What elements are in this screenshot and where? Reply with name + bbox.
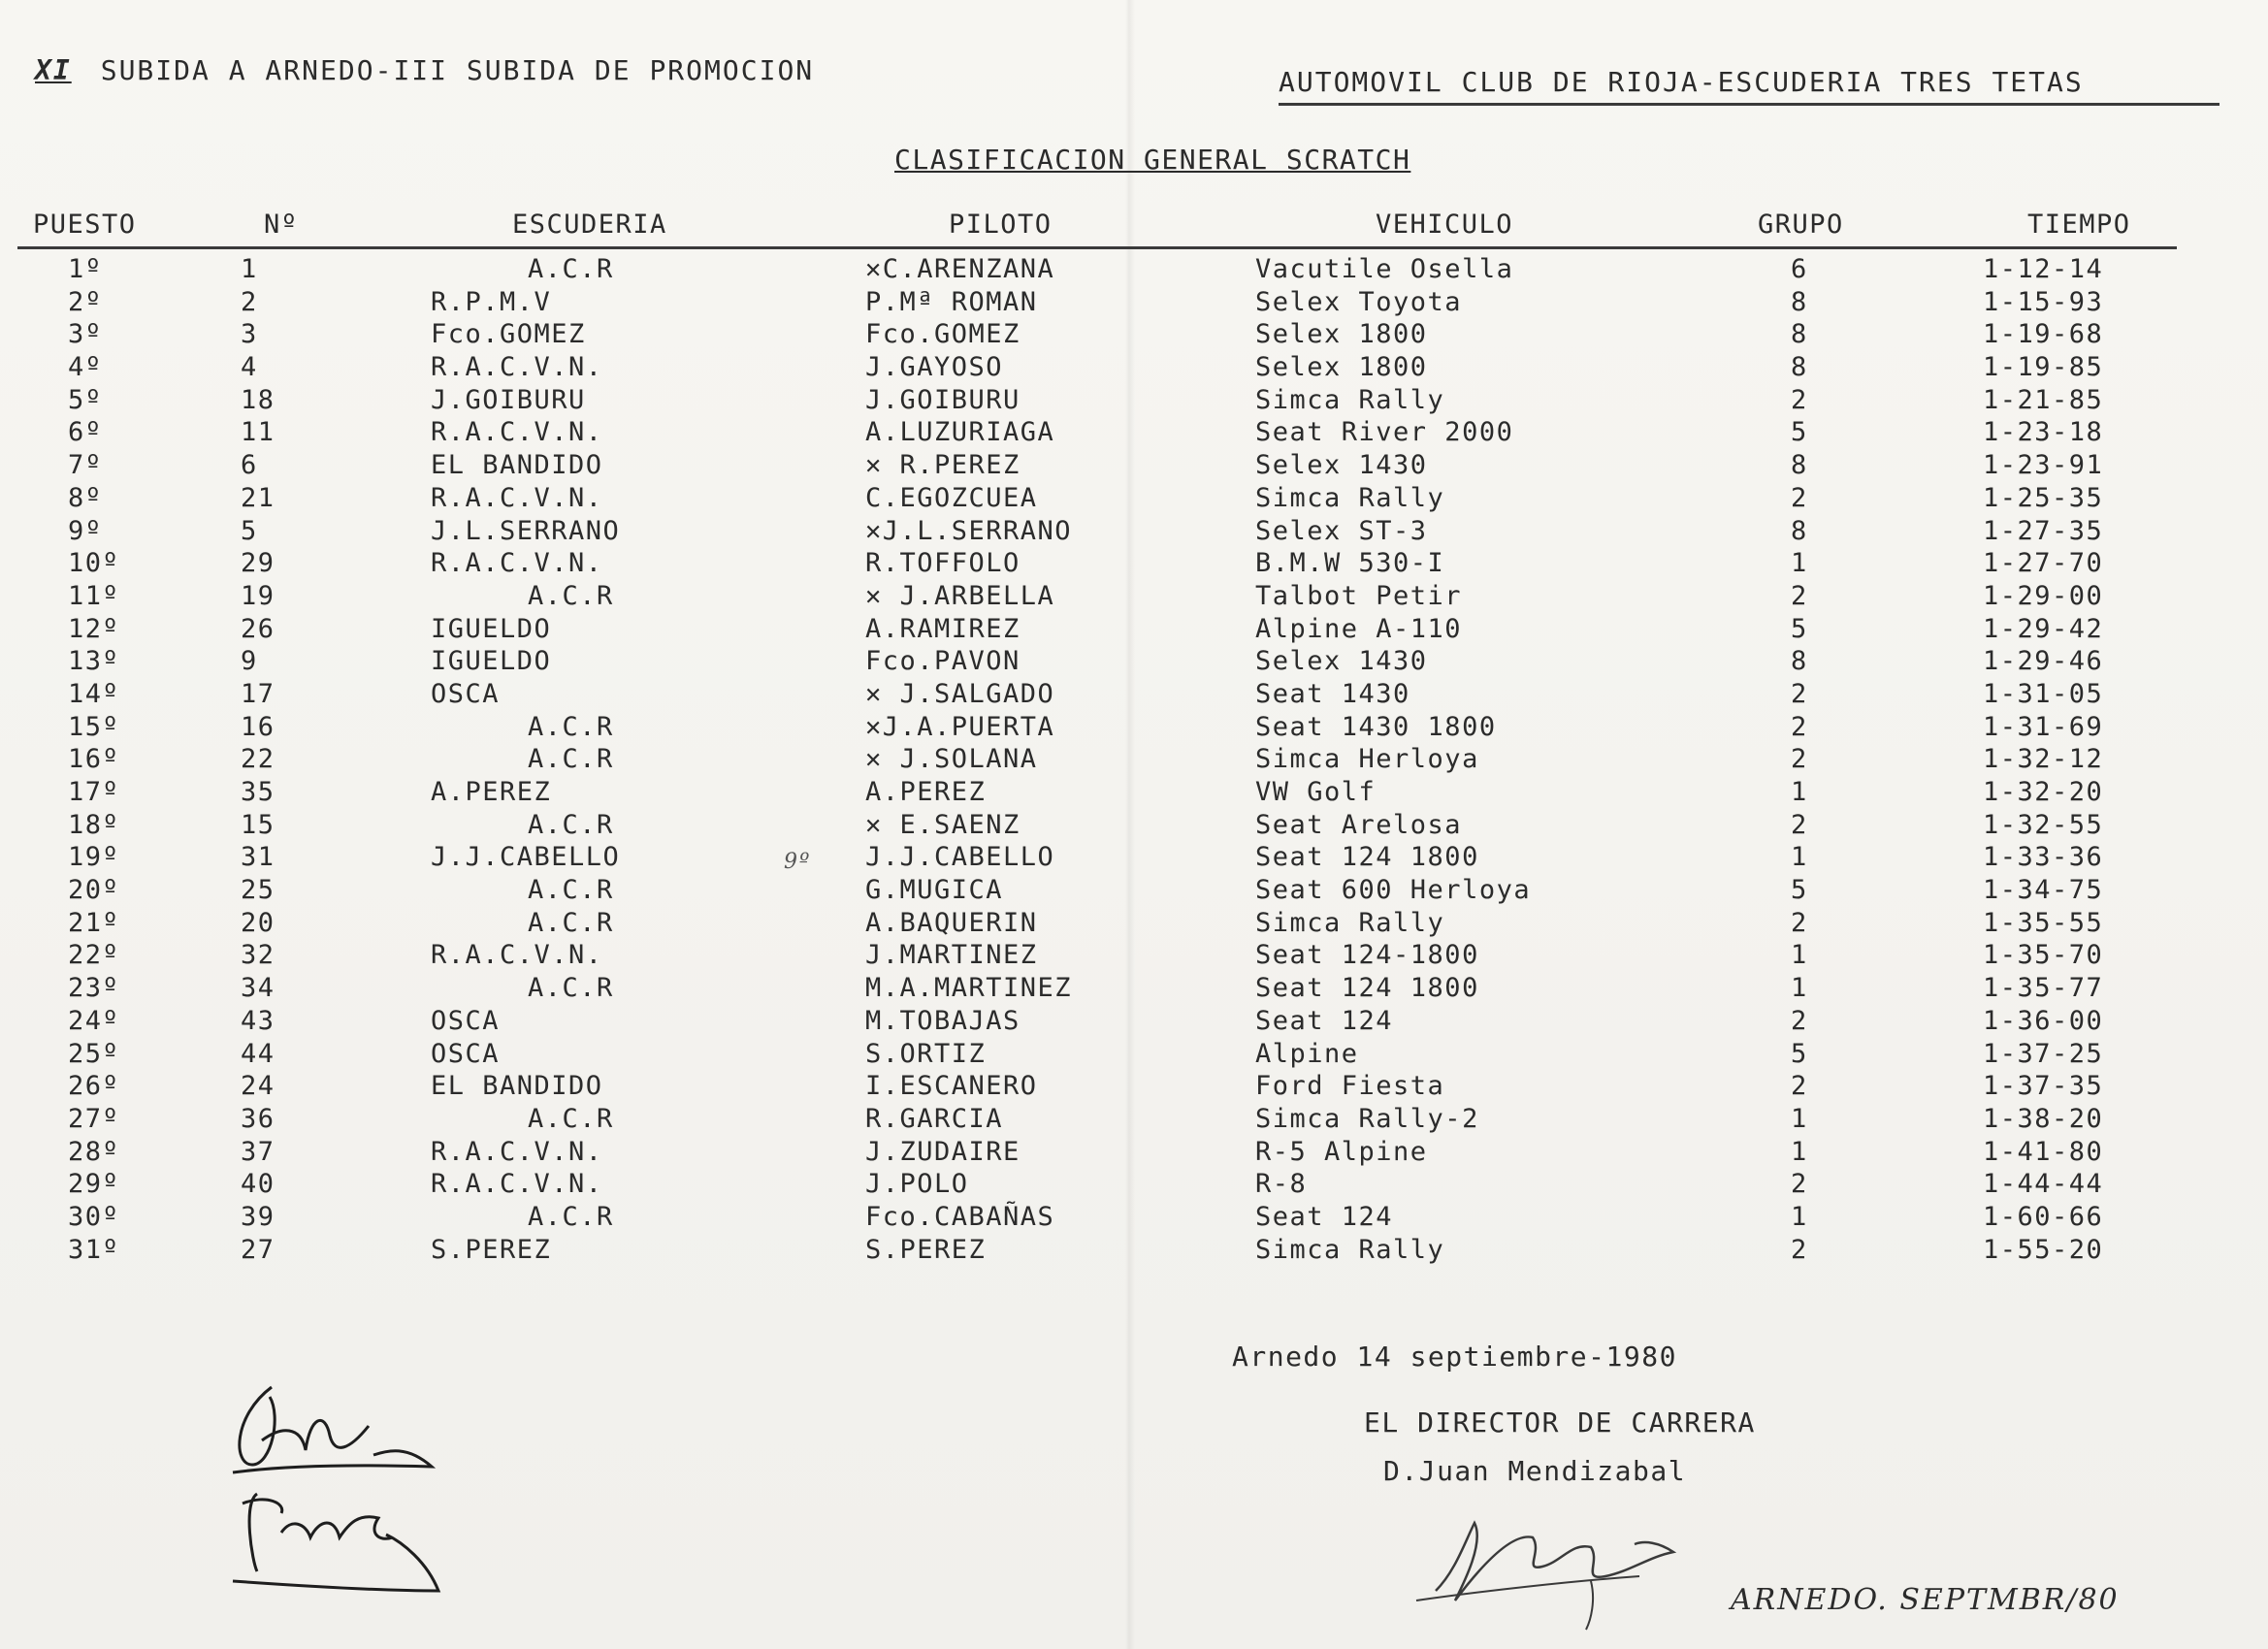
- escuderia-cell: R.A.C.V.N.: [431, 352, 603, 383]
- vehiculo-cell: Simca Rally: [1255, 384, 1445, 415]
- grupo-cell: 2: [1791, 384, 1808, 415]
- piloto-cell: J.ZUDAIRE: [865, 1136, 1021, 1167]
- table-row: [0, 1104, 2268, 1137]
- grupo-cell: 8: [1791, 515, 1808, 546]
- vehiculo-cell: Seat Arelosa: [1255, 809, 1463, 840]
- position-cell: 15º: [68, 711, 120, 742]
- position-cell: 10º: [68, 548, 120, 579]
- tiempo-cell: 1-12-14: [1983, 254, 2104, 284]
- column-header-rule: [17, 246, 2177, 249]
- piloto-cell: C.EGOZCUEA: [865, 482, 1038, 513]
- position-cell: 5º: [68, 384, 103, 415]
- vehiculo-cell: R-8: [1255, 1169, 1308, 1200]
- table-row: [0, 1169, 2268, 1202]
- position-cell: 6º: [68, 417, 103, 448]
- piloto-cell: J.MARTINEZ: [865, 940, 1038, 971]
- position-cell: 7º: [68, 450, 103, 481]
- header-rule: [1279, 103, 2219, 106]
- vehiculo-cell: Alpine: [1255, 1038, 1359, 1069]
- escuderia-cell: A.C.R: [528, 1201, 614, 1232]
- piloto-cell: A.RAMIREZ: [865, 613, 1021, 644]
- escuderia-cell: EL BANDIDO: [431, 450, 603, 481]
- table-row: [0, 1006, 2268, 1039]
- column-header-piloto: PILOTO: [949, 210, 1053, 240]
- number-cell: 9: [241, 646, 258, 677]
- number-cell: 1: [241, 254, 258, 284]
- tiempo-cell: 1-37-25: [1983, 1038, 2104, 1069]
- escuderia-cell: A.C.R: [528, 907, 614, 938]
- grupo-cell: 2: [1791, 580, 1808, 611]
- grupo-cell: 1: [1791, 1103, 1808, 1134]
- grupo-cell: 2: [1791, 482, 1808, 513]
- position-cell: 28º: [68, 1136, 120, 1167]
- number-cell: 29: [241, 548, 275, 579]
- tiempo-cell: 1-25-35: [1983, 482, 2104, 513]
- escuderia-cell: EL BANDIDO: [431, 1071, 603, 1102]
- vehiculo-cell: Talbot Petir: [1255, 580, 1463, 611]
- table-row: [0, 1202, 2268, 1235]
- escuderia-cell: A.C.R: [528, 809, 614, 840]
- number-cell: 6: [241, 450, 258, 481]
- number-cell: 27: [241, 1234, 275, 1265]
- number-cell: 21: [241, 482, 275, 513]
- tiempo-cell: 1-33-36: [1983, 842, 2104, 873]
- piloto-cell: A.BAQUERIN: [865, 907, 1038, 938]
- position-cell: 16º: [68, 744, 120, 775]
- escuderia-cell: Fco.GOMEZ: [431, 319, 586, 350]
- position-cell: 31º: [68, 1234, 120, 1265]
- number-cell: 43: [241, 1005, 275, 1036]
- position-cell: 21º: [68, 907, 120, 938]
- number-cell: 37: [241, 1136, 275, 1167]
- column-header-tiempo: TIEMPO: [2027, 210, 2131, 240]
- table-row: [0, 450, 2268, 483]
- table-row: [0, 385, 2268, 418]
- table-row: [0, 646, 2268, 679]
- escuderia-cell: R.A.C.V.N.: [431, 1169, 603, 1200]
- escuderia-cell: IGUELDO: [431, 646, 552, 677]
- position-cell: 26º: [68, 1071, 120, 1102]
- piloto-cell: J.J.CABELLO: [865, 842, 1055, 873]
- grupo-cell: 2: [1791, 1234, 1808, 1265]
- tiempo-cell: 1-37-35: [1983, 1071, 2104, 1102]
- grupo-cell: 5: [1791, 613, 1808, 644]
- grupo-cell: 2: [1791, 1169, 1808, 1200]
- number-cell: 36: [241, 1103, 275, 1134]
- table-row: [0, 875, 2268, 908]
- tiempo-cell: 1-55-20: [1983, 1234, 2104, 1265]
- position-cell: 4º: [68, 352, 103, 383]
- grupo-cell: 2: [1791, 907, 1808, 938]
- tiempo-cell: 1-32-55: [1983, 809, 2104, 840]
- escuderia-cell: R.A.C.V.N.: [431, 940, 603, 971]
- tiempo-cell: 1-21-85: [1983, 384, 2104, 415]
- results-table: [0, 254, 2268, 1267]
- escuderia-cell: OSCA: [431, 1038, 501, 1069]
- escuderia-cell: A.PEREZ: [431, 777, 552, 807]
- tiempo-cell: 1-27-35: [1983, 515, 2104, 546]
- position-cell: 11º: [68, 580, 120, 611]
- table-row: [0, 940, 2268, 973]
- table-row: [0, 744, 2268, 777]
- number-cell: 44: [241, 1038, 275, 1069]
- piloto-cell: Fco.CABAÑAS: [865, 1201, 1055, 1232]
- tiempo-cell: 1-44-44: [1983, 1169, 2104, 1200]
- piloto-cell: ✕ E.SAENZ: [865, 809, 1021, 840]
- escuderia-cell: A.C.R: [528, 1103, 614, 1134]
- number-cell: 31: [241, 842, 275, 873]
- event-header: [35, 54, 814, 86]
- table-row: [0, 319, 2268, 352]
- tiempo-cell: 1-34-75: [1983, 875, 2104, 906]
- escuderia-cell: A.C.R: [528, 711, 614, 742]
- director-role: EL DIRECTOR DE CARRERA: [1364, 1406, 1756, 1439]
- piloto-cell: ✕J.A.PUERTA: [865, 711, 1055, 742]
- position-cell: 14º: [68, 678, 120, 709]
- vehiculo-cell: Seat 1430 1800: [1255, 711, 1497, 742]
- grupo-cell: 1: [1791, 1136, 1808, 1167]
- vehiculo-cell: Seat 124: [1255, 1005, 1394, 1036]
- position-cell: 8º: [68, 482, 103, 513]
- piloto-cell: ✕C.ARENZANA: [865, 254, 1055, 284]
- vehiculo-cell: Selex 1800: [1255, 352, 1428, 383]
- escuderia-cell: R.A.C.V.N.: [431, 482, 603, 513]
- number-cell: 2: [241, 286, 258, 317]
- grupo-cell: 1: [1791, 548, 1808, 579]
- number-cell: 18: [241, 384, 275, 415]
- number-cell: 17: [241, 678, 275, 709]
- table-row: [0, 417, 2268, 450]
- organizer-header: AUTOMOVIL CLUB DE RIOJA-ESCUDERIA TRES TETAS: [1279, 66, 2084, 98]
- escuderia-cell: J.GOIBURU: [431, 384, 586, 415]
- grupo-cell: 8: [1791, 450, 1808, 481]
- number-cell: 32: [241, 940, 275, 971]
- tiempo-cell: 1-32-20: [1983, 777, 2104, 807]
- number-cell: 5: [241, 515, 258, 546]
- signature-left: [213, 1358, 446, 1610]
- table-row: [0, 908, 2268, 941]
- position-cell: 24º: [68, 1005, 120, 1036]
- piloto-cell: R.TOFFOLO: [865, 548, 1021, 579]
- piloto-cell: ✕J.L.SERRANO: [865, 515, 1073, 546]
- piloto-cell: ✕ J.SOLANA: [865, 744, 1038, 775]
- vehiculo-cell: Selex 1430: [1255, 450, 1428, 481]
- piloto-cell: S.PEREZ: [865, 1234, 987, 1265]
- piloto-cell: J.GOIBURU: [865, 384, 1021, 415]
- piloto-cell: P.Mª ROMAN: [865, 286, 1038, 317]
- handwritten-note: 9º: [784, 850, 812, 874]
- grupo-cell: 2: [1791, 678, 1808, 709]
- number-cell: 3: [241, 319, 258, 350]
- grupo-cell: 2: [1791, 1071, 1808, 1102]
- piloto-cell: Fco.GOMEZ: [865, 319, 1021, 350]
- tiempo-cell: 1-32-12: [1983, 744, 2104, 775]
- grupo-cell: 8: [1791, 646, 1808, 677]
- handwritten-place-date: ARNEDO. SEPTMBR/80: [1731, 1583, 2120, 1617]
- table-row: [0, 777, 2268, 810]
- edition-mark: XI: [35, 54, 72, 86]
- piloto-cell: A.PEREZ: [865, 777, 987, 807]
- tiempo-cell: 1-31-69: [1983, 711, 2104, 742]
- escuderia-cell: R.A.C.V.N.: [431, 1136, 603, 1167]
- table-row: [0, 712, 2268, 745]
- table-row: [0, 1235, 2268, 1268]
- grupo-cell: 2: [1791, 744, 1808, 775]
- position-cell: 25º: [68, 1038, 120, 1069]
- position-cell: 1º: [68, 254, 103, 284]
- grupo-cell: 1: [1791, 973, 1808, 1004]
- grupo-cell: 2: [1791, 809, 1808, 840]
- number-cell: 16: [241, 711, 275, 742]
- tiempo-cell: 1-23-91: [1983, 450, 2104, 481]
- vehiculo-cell: Ford Fiesta: [1255, 1071, 1445, 1102]
- position-cell: 2º: [68, 286, 103, 317]
- vehiculo-cell: Seat 124-1800: [1255, 940, 1479, 971]
- vehiculo-cell: Seat 124: [1255, 1201, 1394, 1232]
- tiempo-cell: 1-23-18: [1983, 417, 2104, 448]
- number-cell: 15: [241, 809, 275, 840]
- vehiculo-cell: Alpine A-110: [1255, 613, 1463, 644]
- piloto-cell: S.ORTIZ: [865, 1038, 987, 1069]
- escuderia-cell: OSCA: [431, 1005, 501, 1036]
- escuderia-cell: R.A.C.V.N.: [431, 417, 603, 448]
- escuderia-cell: R.P.M.V: [431, 286, 552, 317]
- escuderia-cell: IGUELDO: [431, 613, 552, 644]
- vehiculo-cell: Simca Rally: [1255, 907, 1445, 938]
- grupo-cell: 1: [1791, 1201, 1808, 1232]
- grupo-cell: 1: [1791, 842, 1808, 873]
- table-row: [0, 810, 2268, 843]
- tiempo-cell: 1-19-85: [1983, 352, 2104, 383]
- vehiculo-cell: Simca Rally: [1255, 1234, 1445, 1265]
- piloto-cell: M.A.MARTINEZ: [865, 973, 1073, 1004]
- number-cell: 26: [241, 613, 275, 644]
- grupo-cell: 8: [1791, 319, 1808, 350]
- grupo-cell: 5: [1791, 875, 1808, 906]
- escuderia-cell: J.L.SERRANO: [431, 515, 621, 546]
- tiempo-cell: 1-38-20: [1983, 1103, 2104, 1134]
- tiempo-cell: 1-29-46: [1983, 646, 2104, 677]
- table-row: [0, 581, 2268, 614]
- number-cell: 39: [241, 1201, 275, 1232]
- position-cell: 30º: [68, 1201, 120, 1232]
- vehiculo-cell: Simca Herloya: [1255, 744, 1479, 775]
- table-row: [0, 352, 2268, 385]
- number-cell: 22: [241, 744, 275, 775]
- grupo-cell: 5: [1791, 417, 1808, 448]
- tiempo-cell: 1-60-66: [1983, 1201, 2104, 1232]
- escuderia-cell: R.A.C.V.N.: [431, 548, 603, 579]
- piloto-cell: A.LUZURIAGA: [865, 417, 1055, 448]
- vehiculo-cell: Seat 124 1800: [1255, 842, 1479, 873]
- vehiculo-cell: Seat River 2000: [1255, 417, 1514, 448]
- tiempo-cell: 1-41-80: [1983, 1136, 2104, 1167]
- position-cell: 29º: [68, 1169, 120, 1200]
- number-cell: 19: [241, 580, 275, 611]
- table-row: [0, 973, 2268, 1006]
- vehiculo-cell: Simca Rally: [1255, 482, 1445, 513]
- number-cell: 34: [241, 973, 275, 1004]
- number-cell: 25: [241, 875, 275, 906]
- piloto-cell: ✕ R.PEREZ: [865, 450, 1021, 481]
- tiempo-cell: 1-15-93: [1983, 286, 2104, 317]
- table-row: [0, 842, 2268, 875]
- piloto-cell: J.POLO: [865, 1169, 969, 1200]
- event-title: SUBIDA A ARNEDO-III SUBIDA DE PROMOCION: [100, 54, 815, 86]
- vehiculo-cell: Seat 124 1800: [1255, 973, 1479, 1004]
- position-cell: 27º: [68, 1103, 120, 1134]
- vehiculo-cell: Seat 600 Herloya: [1255, 875, 1532, 906]
- column-header-numero: Nº: [264, 210, 299, 240]
- grupo-cell: 6: [1791, 254, 1808, 284]
- page-title: CLASIFICACION GENERAL SCRATCH: [894, 144, 1411, 176]
- tiempo-cell: 1-29-42: [1983, 613, 2104, 644]
- position-cell: 22º: [68, 940, 120, 971]
- table-row: [0, 1039, 2268, 1072]
- number-cell: 40: [241, 1169, 275, 1200]
- escuderia-cell: OSCA: [431, 678, 501, 709]
- escuderia-cell: J.J.CABELLO: [431, 842, 621, 873]
- table-row: [0, 516, 2268, 549]
- signature-director: [1397, 1484, 1707, 1639]
- table-row: [0, 287, 2268, 320]
- number-cell: 4: [241, 352, 258, 383]
- piloto-cell: M.TOBAJAS: [865, 1005, 1021, 1036]
- escuderia-cell: A.C.R: [528, 254, 614, 284]
- number-cell: 11: [241, 417, 275, 448]
- grupo-cell: 8: [1791, 352, 1808, 383]
- vehiculo-cell: B.M.W 530-I: [1255, 548, 1445, 579]
- position-cell: 20º: [68, 875, 120, 906]
- grupo-cell: 8: [1791, 286, 1808, 317]
- piloto-cell: ✕ J.SALGADO: [865, 678, 1055, 709]
- table-row: [0, 679, 2268, 712]
- escuderia-cell: A.C.R: [528, 580, 614, 611]
- tiempo-cell: 1-19-68: [1983, 319, 2104, 350]
- number-cell: 24: [241, 1071, 275, 1102]
- grupo-cell: 1: [1791, 940, 1808, 971]
- piloto-cell: Fco.PAVON: [865, 646, 1021, 677]
- position-cell: 12º: [68, 613, 120, 644]
- column-header-escuderia: ESCUDERIA: [512, 210, 667, 240]
- escuderia-cell: A.C.R: [528, 973, 614, 1004]
- tiempo-cell: 1-35-70: [1983, 940, 2104, 971]
- position-cell: 9º: [68, 515, 103, 546]
- piloto-cell: J.GAYOSO: [865, 352, 1004, 383]
- tiempo-cell: 1-27-70: [1983, 548, 2104, 579]
- vehiculo-cell: VW Golf: [1255, 777, 1377, 807]
- grupo-cell: 2: [1791, 1005, 1808, 1036]
- piloto-cell: R.GARCIA: [865, 1103, 1004, 1134]
- column-header-vehiculo: VEHICULO: [1376, 210, 1514, 240]
- grupo-cell: 5: [1791, 1038, 1808, 1069]
- position-cell: 19º: [68, 842, 120, 873]
- position-cell: 13º: [68, 646, 120, 677]
- position-cell: 18º: [68, 809, 120, 840]
- tiempo-cell: 1-36-00: [1983, 1005, 2104, 1036]
- table-row: [0, 1137, 2268, 1170]
- vehiculo-cell: Selex Toyota: [1255, 286, 1463, 317]
- tiempo-cell: 1-35-77: [1983, 973, 2104, 1004]
- position-cell: 23º: [68, 973, 120, 1004]
- table-row: [0, 614, 2268, 647]
- grupo-cell: 1: [1791, 777, 1808, 807]
- director-name: D.Juan Mendizabal: [1383, 1455, 1687, 1487]
- escuderia-cell: A.C.R: [528, 744, 614, 775]
- place-date: Arnedo 14 septiembre-1980: [1232, 1341, 1677, 1373]
- tiempo-cell: 1-35-55: [1983, 907, 2104, 938]
- table-row: [0, 483, 2268, 516]
- tiempo-cell: 1-31-05: [1983, 678, 2104, 709]
- vehiculo-cell: Vacutile Osella: [1255, 254, 1514, 284]
- position-cell: 3º: [68, 319, 103, 350]
- piloto-cell: ✕ J.ARBELLA: [865, 580, 1055, 611]
- table-row: [0, 1071, 2268, 1104]
- escuderia-cell: A.C.R: [528, 875, 614, 906]
- piloto-cell: I.ESCANERO: [865, 1071, 1038, 1102]
- number-cell: 35: [241, 777, 275, 807]
- column-header-puesto: PUESTO: [33, 210, 137, 240]
- column-header-grupo: GRUPO: [1758, 210, 1844, 240]
- tiempo-cell: 1-29-00: [1983, 580, 2104, 611]
- number-cell: 20: [241, 907, 275, 938]
- vehiculo-cell: Selex 1800: [1255, 319, 1428, 350]
- vehiculo-cell: Seat 1430: [1255, 678, 1410, 709]
- escuderia-cell: S.PEREZ: [431, 1234, 552, 1265]
- position-cell: 17º: [68, 777, 120, 807]
- table-row: [0, 548, 2268, 581]
- grupo-cell: 2: [1791, 711, 1808, 742]
- piloto-cell: G.MUGICA: [865, 875, 1004, 906]
- vehiculo-cell: Selex 1430: [1255, 646, 1428, 677]
- vehiculo-cell: R-5 Alpine: [1255, 1136, 1428, 1167]
- vehiculo-cell: Selex ST-3: [1255, 515, 1428, 546]
- table-row: [0, 254, 2268, 287]
- vehiculo-cell: Simca Rally-2: [1255, 1103, 1479, 1134]
